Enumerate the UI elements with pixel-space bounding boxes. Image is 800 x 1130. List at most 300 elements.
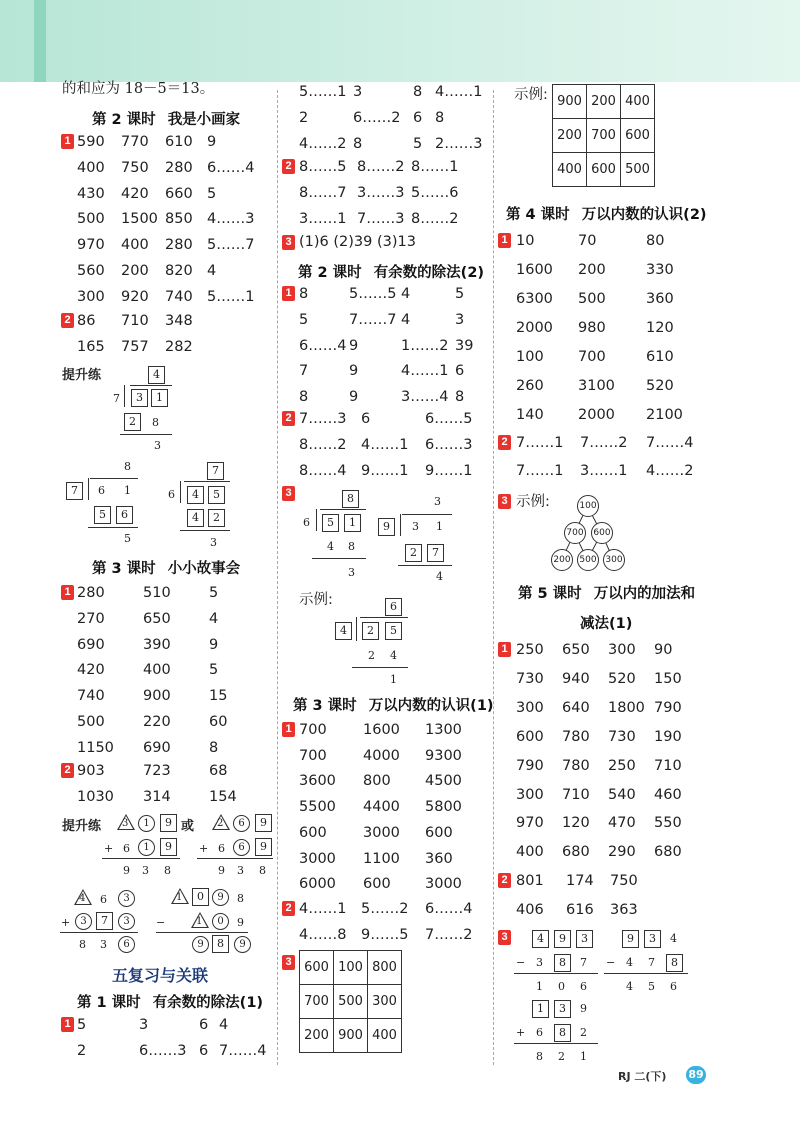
- grid-row: [300, 985, 402, 1019]
- answer-cell: 174: [566, 873, 594, 889]
- digit: 8: [79, 938, 86, 951]
- answer-cell: 8……2: [357, 159, 405, 175]
- answer-box: 3: [554, 1000, 571, 1018]
- answer-cell: 6: [361, 411, 371, 427]
- answer-cell: 39: [455, 337, 474, 354]
- answer-cell: 5: [207, 185, 217, 202]
- answer-cell: 8: [353, 135, 363, 152]
- answer-cell: 200: [578, 262, 606, 278]
- answer-cell: 540: [608, 786, 636, 803]
- answer-cell: 348: [165, 313, 193, 329]
- circled-digit: 3: [75, 913, 92, 930]
- answer-cell: 280: [165, 237, 193, 254]
- answer-cell: 9300: [425, 747, 462, 764]
- answer-cell: 9: [207, 134, 217, 150]
- answer-cell: 280: [77, 585, 105, 601]
- division-bracket: [400, 514, 401, 536]
- digit: 2: [368, 649, 375, 662]
- answer-cell: 750: [610, 873, 638, 889]
- answer-box: 7: [66, 482, 83, 500]
- remainder: 5: [124, 532, 131, 545]
- answer-cell: 5……5: [349, 286, 397, 302]
- answer-cell: 3000: [299, 850, 336, 867]
- answer-cell: 5……7: [207, 237, 255, 254]
- tree-node: 200: [551, 549, 573, 571]
- answer-cell: 2000: [578, 407, 615, 423]
- lesson-heading: 第 3 课时 小小故事会: [92, 561, 241, 577]
- answer-cell: 290: [608, 844, 636, 861]
- answer-cell: 4……3: [207, 211, 255, 228]
- grid-cell: 900: [553, 85, 587, 119]
- answer-cell: 7……4: [646, 435, 694, 451]
- answer-cell: 1150: [77, 739, 114, 756]
- answer-cell: 5: [77, 1017, 87, 1033]
- answer-cell: 500: [77, 714, 105, 730]
- answer-cell: 420: [121, 185, 149, 202]
- answer-cell: 9: [349, 363, 359, 380]
- answer-cell: 640: [562, 699, 590, 716]
- answer-cell: 903: [77, 763, 105, 779]
- grid-cell: 900: [334, 1019, 368, 1053]
- digit: 2: [580, 1026, 587, 1039]
- digit: 7: [580, 956, 587, 969]
- answer-box: 4: [532, 930, 549, 948]
- answer-cell: 3100: [578, 378, 615, 394]
- operator: +: [104, 842, 114, 855]
- question-badge: 2: [61, 313, 74, 328]
- header-band: [0, 0, 800, 82]
- question-badge: 2: [282, 159, 295, 174]
- answer-cell: 8……5: [299, 159, 347, 175]
- digit: 9: [218, 864, 225, 877]
- example-label: 示例:: [299, 592, 333, 608]
- answer-cell: 90: [654, 642, 673, 658]
- digit: 4: [670, 932, 677, 945]
- intro-text: 的和应为 18－5＝13。: [62, 81, 215, 97]
- answer-cell: 300: [77, 288, 105, 305]
- operator: +: [61, 916, 71, 929]
- circled-digit: 6: [233, 839, 250, 856]
- digit: 7: [648, 956, 655, 969]
- answer-box: 1: [532, 1000, 549, 1018]
- header-tab: [34, 0, 46, 82]
- answer-cell: 770: [121, 134, 149, 150]
- answer-cell: 314: [143, 788, 171, 805]
- lesson-heading: 第 3 课时 万以内数的认识(1): [293, 698, 494, 714]
- grid-row: [553, 153, 655, 187]
- divisor: 6: [168, 488, 175, 501]
- tree-node: 700: [564, 522, 586, 544]
- rule: [180, 530, 230, 531]
- answer-cell: 560: [77, 263, 105, 279]
- division-bar: [360, 617, 408, 618]
- answer-cell: 3: [353, 84, 363, 100]
- answer-cell: 940: [562, 670, 590, 687]
- tree-node: 100: [577, 495, 599, 517]
- answer-cell: 10: [516, 233, 535, 249]
- division-bracket: [124, 385, 125, 407]
- digit: 3: [237, 864, 244, 877]
- answer-cell: 5800: [425, 799, 462, 816]
- answer-cell: 7……1: [516, 435, 564, 451]
- answer-cell: 600: [425, 824, 453, 841]
- answer-cell: 790: [516, 757, 544, 774]
- example-label: 示例:: [516, 494, 550, 510]
- answer-cell: 520: [608, 670, 636, 687]
- division-bracket: [316, 509, 317, 531]
- answer-cell: 3: [455, 311, 465, 328]
- lesson-heading: 第 2 课时 我是小画家: [92, 112, 241, 128]
- rule: [197, 858, 273, 859]
- answer-box: 5: [208, 486, 225, 504]
- grid-cell: 100: [334, 951, 368, 985]
- answer-cell: 9: [209, 636, 219, 653]
- column-divider: [277, 90, 278, 1065]
- unit-heading: 五复习与关联: [112, 966, 209, 985]
- answer-cell: 6000: [299, 876, 336, 893]
- digit: 4: [327, 540, 334, 553]
- answer-box: 2: [124, 413, 141, 431]
- answer-box: 2: [208, 509, 225, 527]
- lesson-heading-cont: 减法(1): [580, 616, 633, 632]
- answer-cell: 2000: [516, 320, 553, 336]
- answer-box: 6: [116, 506, 133, 524]
- answer-cell: 8: [209, 739, 219, 756]
- answer-box: 3: [576, 930, 593, 948]
- answer-cell: 1800: [608, 699, 645, 716]
- answer-cell: 7……4: [219, 1042, 267, 1059]
- answer-cell: 7: [299, 363, 309, 380]
- rule: [514, 973, 598, 974]
- answer-cell: 6……5: [425, 411, 473, 427]
- answer-cell: 5……1: [207, 288, 255, 305]
- example-label: 示例:: [514, 87, 548, 103]
- answer-cell: 757: [121, 338, 149, 355]
- question-badge: 3: [282, 486, 295, 501]
- answer-cell: 3600: [299, 773, 336, 790]
- answer-box: 0: [192, 888, 209, 906]
- answer-cell: 3000: [425, 876, 462, 893]
- lesson-heading: 第 4 课时 万以内数的认识(2): [506, 207, 707, 223]
- digit: 6: [670, 980, 677, 993]
- answer-cell: 790: [654, 699, 682, 716]
- answer-cell: 2……3: [435, 135, 483, 152]
- answer-cell: 4: [209, 610, 219, 627]
- question-badge: 2: [282, 411, 295, 426]
- answer-cell: 300: [516, 699, 544, 716]
- answer-cell: 120: [646, 320, 674, 336]
- division-bar: [320, 509, 366, 510]
- answer-box: 1: [344, 514, 361, 532]
- answer-cell: 5……6: [411, 184, 459, 201]
- answer-cell: 2: [299, 109, 309, 126]
- answer-cell: 3……3: [357, 184, 405, 201]
- answer-box: 6: [385, 598, 402, 616]
- grid-row: [553, 85, 655, 119]
- grid-cell: 400: [553, 153, 587, 187]
- answer-box: 9: [622, 930, 639, 948]
- answer-box: 8: [666, 954, 683, 972]
- answer-cell: 800: [363, 773, 391, 790]
- answer-cell: 2: [77, 1042, 87, 1059]
- answer-box: 7: [207, 462, 224, 480]
- remainder: 3: [210, 536, 217, 549]
- division-bar: [184, 481, 230, 482]
- circled-digit: 6: [118, 936, 135, 953]
- answer-cell: 616: [566, 901, 594, 918]
- answer-cell: 6……2: [353, 109, 401, 126]
- question-badge: 3: [498, 494, 511, 509]
- answer-cell: 250: [608, 757, 636, 774]
- answer-cell: 270: [77, 610, 105, 627]
- lesson-heading: 第 1 课时 有余数的除法(1): [77, 995, 264, 1011]
- answer-cell: 700: [578, 349, 606, 365]
- answer-box: 4: [187, 509, 204, 527]
- digit: 3: [412, 520, 419, 533]
- question-badge: 1: [61, 1017, 74, 1032]
- answer-cell: 7……3: [299, 411, 347, 427]
- answer-box: 2: [405, 544, 422, 562]
- digit: 6: [580, 980, 587, 993]
- grid-cell: 300: [368, 985, 402, 1019]
- digit: 4: [390, 649, 397, 662]
- remainder: 1: [390, 673, 397, 686]
- digit: 4: [626, 980, 633, 993]
- lesson-heading: 第 5 课时 万以内的加法和: [518, 586, 696, 602]
- answer-cell: 820: [165, 263, 193, 279]
- answer-box: 8: [342, 490, 359, 508]
- digit: 6: [98, 484, 105, 497]
- number-grid: [299, 950, 402, 1053]
- answer-text: (1)6 (2)39 (3)13: [299, 234, 416, 250]
- answer-cell: 550: [654, 815, 682, 832]
- division-bar: [130, 385, 172, 386]
- answer-cell: 780: [562, 757, 590, 774]
- answer-box: 9: [554, 930, 571, 948]
- divisor: 6: [303, 516, 310, 529]
- answer-cell: 3……4: [401, 389, 449, 406]
- answer-cell: 200: [121, 263, 149, 279]
- answer-cell: 600: [299, 824, 327, 841]
- remainder: 3: [348, 566, 355, 579]
- page-number: 89: [686, 1066, 706, 1084]
- lesson-heading: 第 2 课时 有余数的除法(2): [298, 265, 485, 281]
- answer-cell: 470: [608, 815, 636, 832]
- rule: [102, 858, 180, 859]
- answer-cell: 7……2: [425, 926, 473, 943]
- rule: [60, 932, 138, 933]
- answer-cell: 740: [77, 688, 105, 705]
- answer-cell: 154: [209, 788, 237, 805]
- grid-cell: 600: [587, 153, 621, 187]
- circled-digit: 9: [212, 889, 229, 906]
- answer-cell: 68: [209, 763, 228, 779]
- digit: 3: [536, 956, 543, 969]
- digit: 9: [123, 864, 130, 877]
- answer-box: 1: [151, 389, 168, 407]
- answer-cell: 610: [646, 349, 674, 365]
- question-badge: 3: [498, 930, 511, 945]
- answer-cell: 280: [165, 159, 193, 176]
- grid-cell: 700: [300, 985, 334, 1019]
- grid-cell: 700: [587, 119, 621, 153]
- tree-node: 600: [591, 522, 613, 544]
- answer-cell: 363: [610, 901, 638, 918]
- circled-digit: 9: [192, 936, 209, 953]
- division-bar: [90, 478, 138, 479]
- answer-cell: 6……3: [425, 436, 473, 453]
- answer-cell: 7……7: [349, 311, 397, 328]
- number-grid: [552, 84, 655, 187]
- or-text: 或: [181, 819, 195, 834]
- answer-cell: 60: [209, 714, 228, 730]
- circled-digit: 1: [138, 839, 155, 856]
- answer-cell: 150: [654, 670, 682, 687]
- answer-box: 3: [131, 389, 148, 407]
- answer-cell: 520: [646, 378, 674, 394]
- answer-cell: 740: [165, 288, 193, 305]
- digit: 8: [152, 416, 159, 429]
- practice-label: 提升练: [62, 819, 102, 834]
- digit: 5: [648, 980, 655, 993]
- answer-box: 9: [255, 814, 272, 832]
- triangle-digit: 1: [176, 892, 183, 903]
- answer-cell: 330: [646, 262, 674, 278]
- answer-box: 9: [378, 518, 395, 536]
- operator: −: [606, 956, 616, 969]
- digit: 8: [237, 892, 244, 905]
- circled-digit: 6: [233, 815, 250, 832]
- answer-cell: 5500: [299, 799, 336, 816]
- answer-cell: 1030: [77, 788, 114, 805]
- answer-box: 9: [160, 838, 177, 856]
- operator: +: [516, 1026, 526, 1039]
- answer-cell: 710: [121, 313, 149, 329]
- answer-cell: 6: [455, 363, 465, 380]
- answer-box: 7: [427, 544, 444, 562]
- answer-cell: 4……1: [401, 363, 449, 380]
- question-badge: 1: [282, 722, 295, 737]
- answer-cell: 4……8: [299, 926, 347, 943]
- answer-cell: 1300: [425, 722, 462, 738]
- circled-digit: 3: [118, 890, 135, 907]
- grid-cell: 200: [587, 85, 621, 119]
- answer-cell: 1……2: [401, 337, 449, 354]
- answer-cell: 1600: [516, 262, 553, 278]
- answer-cell: 5……1: [299, 84, 347, 100]
- answer-cell: 6……4: [299, 337, 347, 354]
- answer-cell: 400: [143, 662, 171, 679]
- answer-cell: 1600: [363, 722, 400, 738]
- digit: 2: [558, 1050, 565, 1063]
- question-badge: 1: [61, 134, 74, 149]
- digit: 3: [100, 938, 107, 951]
- answer-cell: 70: [578, 233, 597, 249]
- digit: 8: [124, 460, 131, 473]
- answer-box: 5: [385, 622, 402, 640]
- answer-cell: 5: [299, 311, 309, 328]
- answer-cell: 4……1: [361, 436, 409, 453]
- answer-cell: 2100: [646, 407, 683, 423]
- answer-cell: 7……2: [580, 435, 628, 451]
- answer-cell: 400: [77, 159, 105, 176]
- column-divider: [493, 90, 494, 1065]
- answer-cell: 3……1: [299, 210, 347, 227]
- answer-box: 4: [148, 366, 165, 384]
- digit: 4: [626, 956, 633, 969]
- circled-digit: 0: [212, 913, 229, 930]
- digit: 8: [259, 864, 266, 877]
- answer-cell: 190: [654, 728, 682, 745]
- digit: 9: [237, 916, 244, 929]
- answer-cell: 9……5: [361, 926, 409, 943]
- digit: 1: [536, 980, 543, 993]
- grid-row: [300, 1019, 402, 1053]
- digit: 0: [558, 980, 565, 993]
- answer-box: 4: [187, 486, 204, 504]
- division-bar: [402, 514, 452, 515]
- tree-node: 300: [603, 549, 625, 571]
- answer-cell: 500: [578, 291, 606, 307]
- circled-digit: 3: [118, 913, 135, 930]
- answer-cell: 6: [199, 1042, 209, 1059]
- answer-cell: 750: [121, 159, 149, 176]
- rule: [604, 973, 688, 974]
- rule: [352, 667, 408, 668]
- answer-cell: 3……1: [580, 463, 628, 479]
- question-badge: 3: [282, 955, 295, 970]
- answer-cell: 4……2: [646, 463, 694, 479]
- digit: 8: [164, 864, 171, 877]
- digit: 1: [580, 1050, 587, 1063]
- rule: [398, 565, 452, 566]
- triangle-digit: 3: [122, 818, 129, 829]
- answer-cell: 220: [143, 714, 171, 730]
- answer-cell: 600: [516, 728, 544, 745]
- answer-cell: 8……2: [411, 210, 459, 227]
- grid-cell: 600: [300, 951, 334, 985]
- answer-box: 5: [322, 514, 339, 532]
- answer-cell: 7……1: [516, 463, 564, 479]
- question-badge: 1: [498, 233, 511, 248]
- remainder: 4: [436, 570, 443, 583]
- answer-cell: 8: [435, 109, 445, 126]
- answer-cell: 86: [77, 313, 96, 329]
- answer-cell: 100: [516, 349, 544, 365]
- answer-cell: 801: [516, 873, 544, 889]
- grid-cell: 200: [300, 1019, 334, 1053]
- tree-node: 500: [577, 549, 599, 571]
- digit: 6: [536, 1026, 543, 1039]
- answer-cell: 8: [299, 389, 309, 406]
- answer-box: 2: [362, 622, 379, 640]
- answer-cell: 400: [516, 844, 544, 861]
- answer-cell: 420: [77, 662, 105, 679]
- triangle-digit: 1: [196, 916, 203, 927]
- answer-cell: 5: [455, 286, 465, 302]
- answer-cell: 730: [608, 728, 636, 745]
- answer-box: 5: [94, 506, 111, 524]
- rule: [514, 1043, 598, 1044]
- question-badge: 1: [282, 286, 295, 301]
- answer-cell: 9……1: [361, 462, 409, 479]
- answer-cell: 300: [608, 642, 636, 658]
- answer-cell: 780: [562, 728, 590, 745]
- answer-cell: 4400: [363, 799, 400, 816]
- answer-cell: 920: [121, 288, 149, 305]
- answer-cell: 590: [77, 134, 105, 150]
- answer-cell: 650: [143, 610, 171, 627]
